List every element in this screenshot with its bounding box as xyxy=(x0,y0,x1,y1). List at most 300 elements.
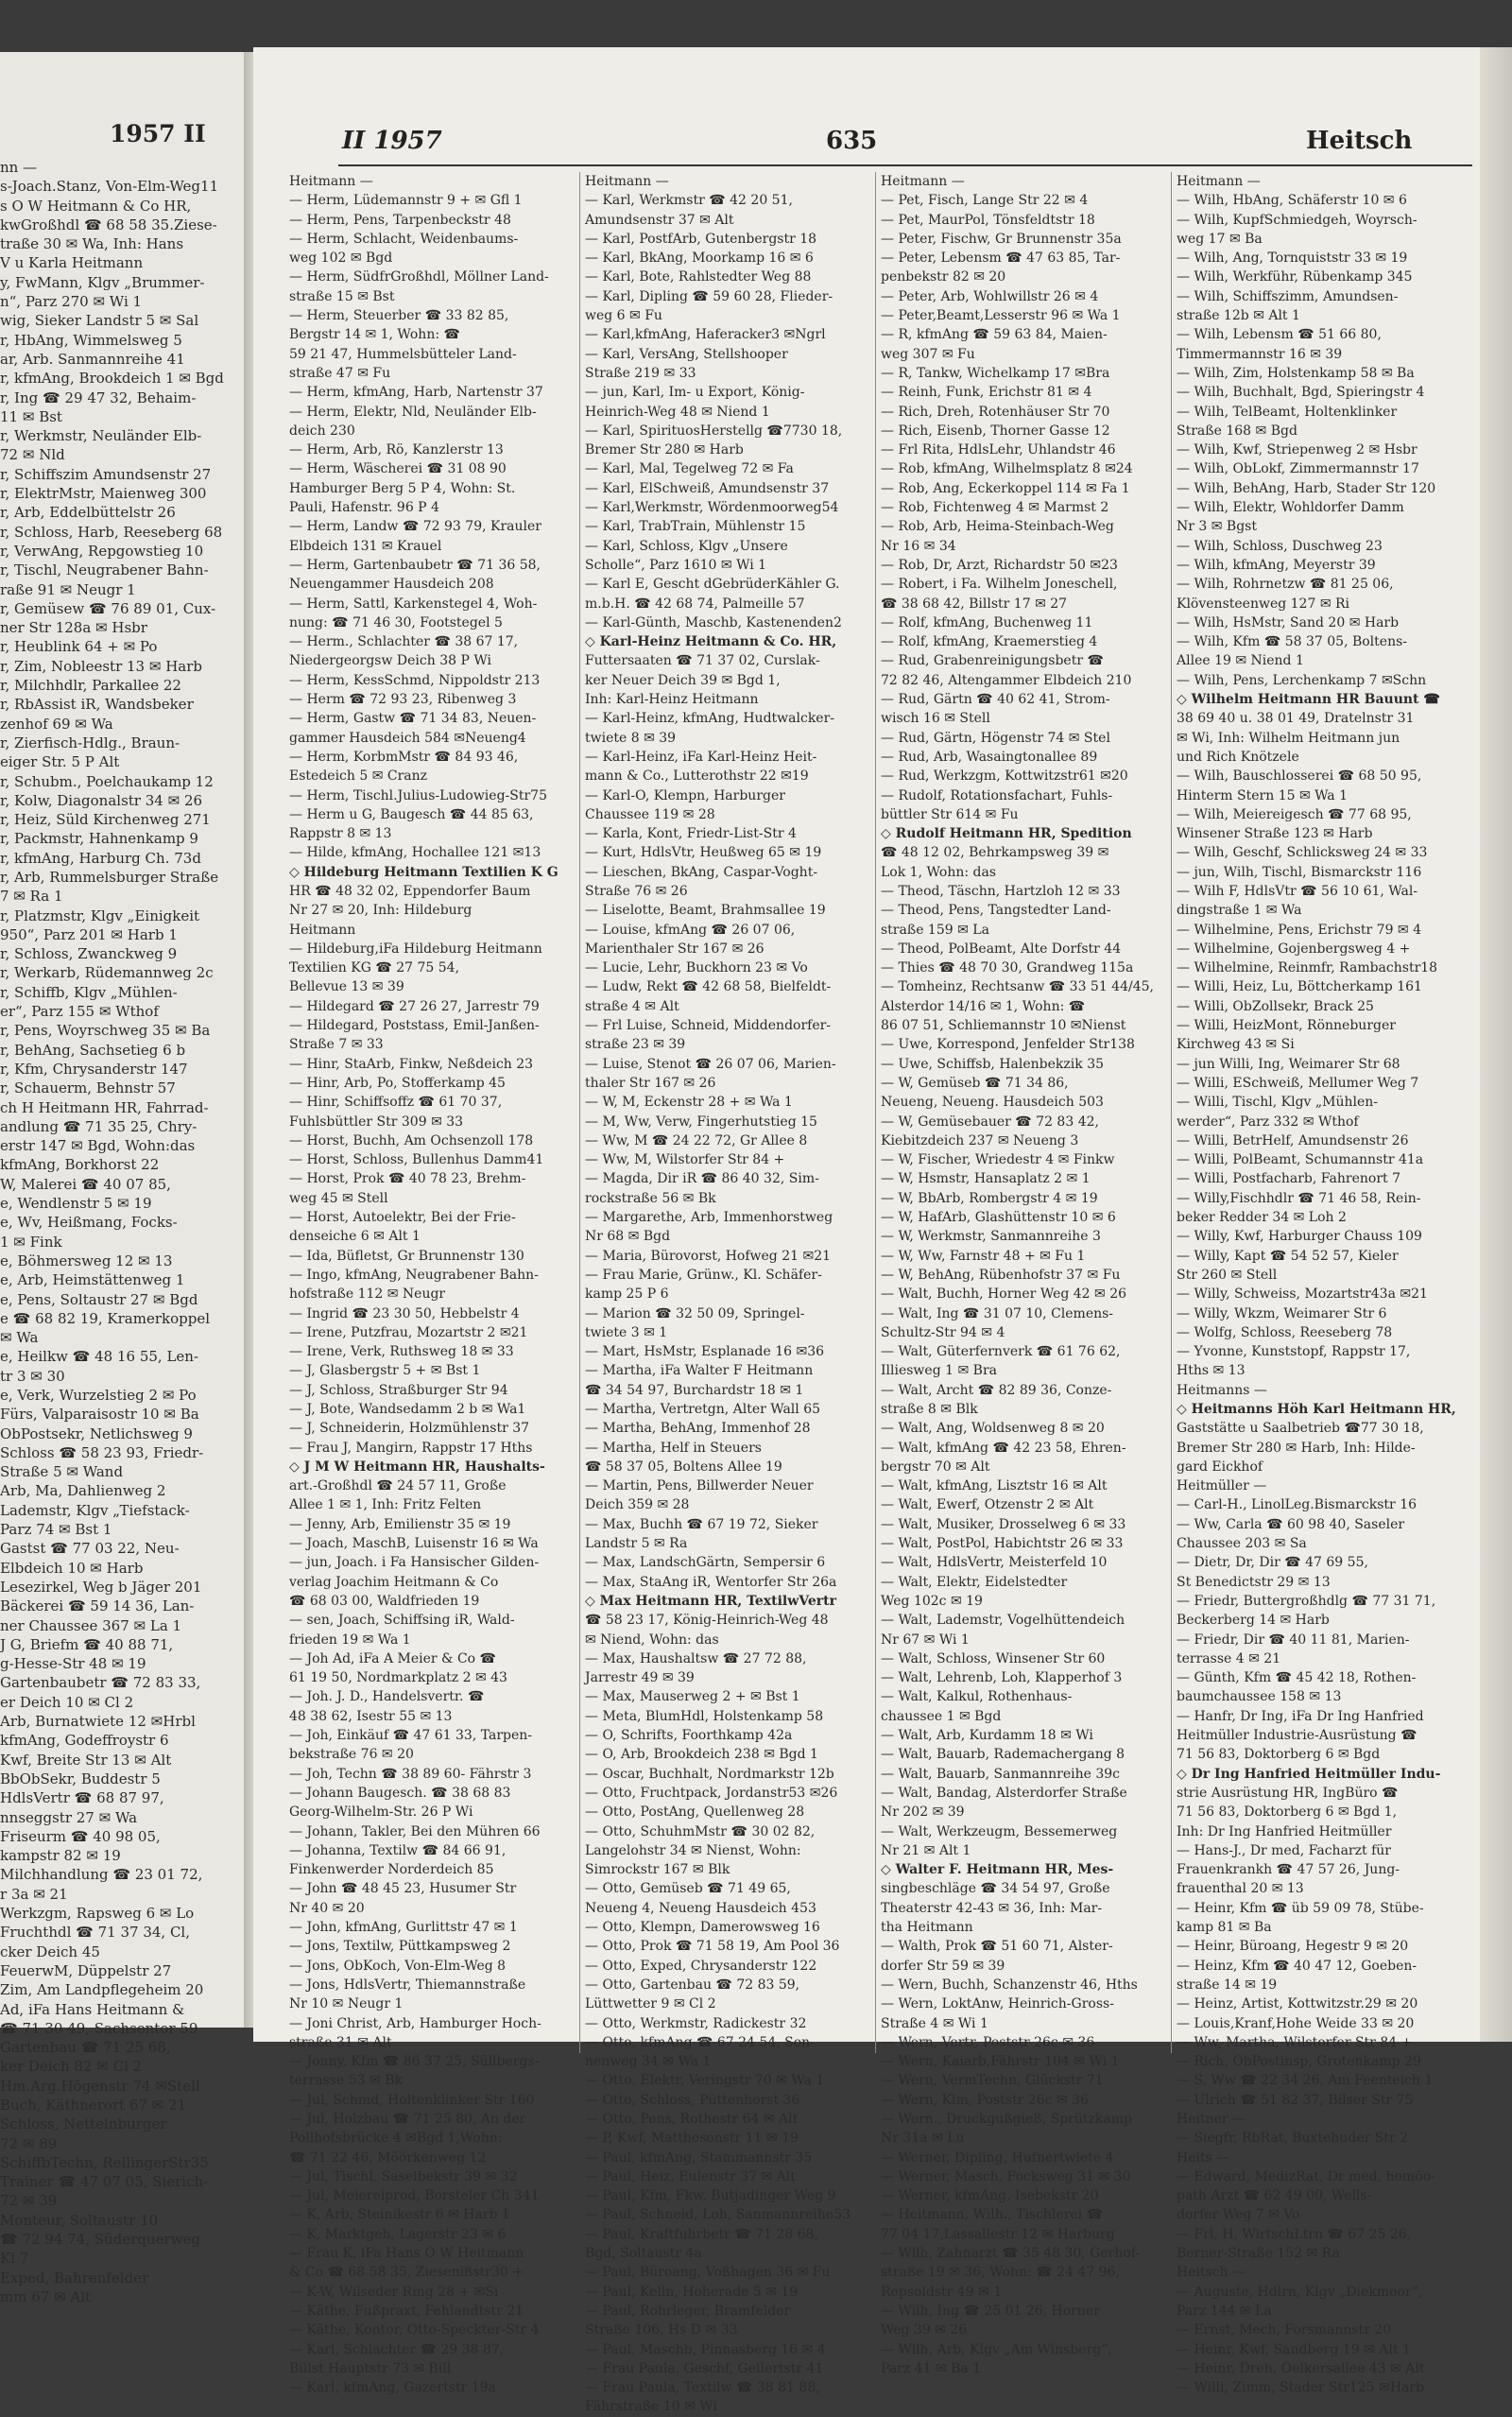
directory-entry-line: — Rich, Dreh, Rotenhäuser Str 70 xyxy=(881,404,1110,420)
left-entry-line: r, Heiz, Süld Kirchenweg 271 xyxy=(0,811,211,829)
directory-entry-line: — Karl, kfmAng, Gazertstr 19a xyxy=(289,2380,496,2396)
directory-entry-line: strie Ausrüstung HR, IngBüro ☎ xyxy=(1177,1785,1399,1801)
directory-entry-line: ☎ 71 22 46, Möörkenweg 12 xyxy=(289,2149,487,2166)
directory-entry-line: — Hinr, Arb, Po, Stofferkamp 45 xyxy=(289,1075,506,1091)
directory-entry-line: — Joni Christ, Arb, Hamburger Hoch- xyxy=(289,2015,541,2031)
left-entry-line: Bäckerei ☎ 59 14 36, Lan- xyxy=(0,1597,195,1615)
directory-entry-line: Bremer Str 280 ✉ Harb, Inh: Hilde- xyxy=(1177,1440,1416,1456)
directory-entry-line: — Hans-J., Dr med, Facharzt für xyxy=(1177,1842,1391,1858)
left-entry-line: 72 ✉ Nld xyxy=(0,446,65,464)
left-entry-line: Elbdeich 10 ✉ Harb xyxy=(0,1559,144,1577)
directory-entry-line: — Heinr, Dreh, Oelkersallee 43 ✉ Alt xyxy=(1177,2360,1425,2376)
directory-entry-line: — Walt, Ewerf, Otzenstr 2 ✉ Alt xyxy=(881,1497,1094,1513)
directory-entry-line: dorfer Weg 7 ✉ Vo xyxy=(1177,2207,1300,2223)
left-entry-line: er“, Parz 155 ✉ Wthof xyxy=(0,1003,159,1021)
page-number: 635 xyxy=(826,127,878,155)
directory-entry-line: — Louis,Kranf,Hohe Weide 33 ✉ 20 xyxy=(1177,2015,1415,2031)
left-entry-line: SchiffbTechn, RellingerStr35 xyxy=(0,2153,209,2171)
left-entry-line: traße 30 ✉ Wa, Inh: Hans xyxy=(0,235,184,253)
left-entry-line: nnseggstr 27 ✉ Wa xyxy=(0,1808,138,1826)
directory-entry-line: Langelohstr 34 ✉ Nienst, Wohn: xyxy=(585,1842,801,1858)
directory-entry-line: — Herm, Schlacht, Weidenbaums- xyxy=(289,231,519,247)
left-entry-line: s-Joach.Stanz, Von-Elm-Weg11 xyxy=(0,178,219,196)
directory-entry-line: — Max, Mauserweg 2 + ✉ Bst 1 xyxy=(585,1689,800,1705)
directory-entry-line: — Frau Marie, Grünw., Kl. Schäfer- xyxy=(585,1267,822,1283)
directory-entry-line: — Wilh, Ang, Tornquiststr 33 ✉ 19 xyxy=(1177,250,1408,267)
directory-entry-line: Niedergeorgsw Deich 38 P Wi xyxy=(289,653,491,669)
left-entry-line: Lademstr, Klgv „Tiefstack- xyxy=(0,1501,190,1519)
left-entry-line: Schloss ☎ 58 23 93, Friedr- xyxy=(0,1443,204,1461)
directory-entry-line: Nr 68 ✉ Bgd xyxy=(585,1229,671,1245)
directory-entry-line: — K, Marktgeh, Lagerstr 23 ✉ 6 xyxy=(289,2226,507,2242)
directory-entry-line: — Hildegard, Poststass, Emil-Janßen- xyxy=(289,1018,540,1034)
directory-entry-line: — Robert, i Fa. Wilhelm Joneschell, xyxy=(881,577,1118,593)
left-entry-line: ar, Arb. Sanmannreihe 41 xyxy=(0,350,185,368)
directory-entry-line: Bremer Str 280 ✉ Harb xyxy=(585,442,744,458)
directory-entry-line: Alsterdor 14/16 ✉ 1, Wohn: ☎ xyxy=(881,998,1086,1014)
surname-heading: Heitmann — xyxy=(1177,174,1261,189)
directory-entry-line: — Herm, Steuerber ☎ 33 82 85, xyxy=(289,308,509,324)
directory-entry-line: ◇ Rudolf Heitmann HR, Spedition xyxy=(881,826,1132,842)
left-entry-line: Exped, Bahrenfelder xyxy=(0,2269,149,2287)
directory-entry-line: — Hinr, Schiffsoffz ☎ 61 70 37, xyxy=(289,1095,503,1111)
directory-entry-line: Allee 1 ✉ 1, Inh: Fritz Felten xyxy=(289,1497,482,1513)
directory-entry-line: deich 230 xyxy=(289,423,355,439)
directory-entry-line: — Karl,kfmAng, Haferacker3 ✉Ngrl xyxy=(585,327,826,343)
directory-entry-line: hofstraße 112 ✉ Neugr xyxy=(289,1286,446,1303)
left-entry-line: r, VerwAng, Repgowstieg 10 xyxy=(0,542,204,560)
left-entry-line: r, Zim, Nobleestr 13 ✉ Harb xyxy=(0,657,202,675)
directory-entry-line: Hinterm Stern 15 ✉ Wa 1 xyxy=(1177,787,1349,803)
directory-entry-line: St Benedictstr 29 ✉ 13 xyxy=(1177,1574,1331,1590)
directory-column-1 xyxy=(289,172,568,2397)
directory-entry-line: Pauli, Hafenstr. 96 P 4 xyxy=(289,500,439,516)
directory-entry-line: — W, BbArb, Rombergstr 4 ✉ 19 xyxy=(881,1190,1098,1206)
directory-entry-line: — Paul, Maschb, Pinnasberg 16 ✉ 4 xyxy=(585,2341,826,2357)
left-entry-line: e, Wv, Heißmang, Focks- xyxy=(0,1214,178,1232)
directory-entry-line: — Karl, VersAng, Stellshooper xyxy=(585,346,788,362)
directory-entry-line: Amundsenstr 37 ✉ Alt xyxy=(585,212,734,228)
left-entry-line: e, Heilkw ☎ 48 16 55, Len- xyxy=(0,1348,199,1366)
directory-entry-line: — Ww, Carla ☎ 60 98 40, Saseler xyxy=(1177,1516,1405,1532)
directory-entry-line: Pollhofsbrücke 4 ✉Bgd 1,Wohn: xyxy=(289,2131,503,2147)
directory-entry-line: — jun, Wilh, Tischl, Bismarckstr 116 xyxy=(1177,864,1422,880)
directory-entry-line: Nr 10 ✉ Neugr 1 xyxy=(289,1996,404,2012)
directory-entry-line: weg 307 ✉ Fu xyxy=(881,346,975,362)
left-entry-line: W, Malerei ☎ 40 07 85, xyxy=(0,1175,171,1193)
left-entry-line: FeuerwM, Düppelstr 27 xyxy=(0,1961,172,1979)
directory-entry-line: — Herm u G, Baugesch ☎ 44 85 63, xyxy=(289,806,534,822)
directory-entry-line: — Walth, Prok ☎ 51 60 71, Alster- xyxy=(881,1939,1113,1955)
left-entry-line: e, Arb, Heimstättenweg 1 xyxy=(0,1271,185,1289)
directory-entry-line: kamp 25 P 6 xyxy=(585,1286,669,1303)
directory-entry-line: — Frau Paula, Textilw ☎ 38 81 88, xyxy=(585,2380,820,2396)
directory-entry-line: — K-W, Wilseder Ring 28 + ✉Si xyxy=(289,2284,499,2300)
directory-entry-line: — Ww, Martha, Wilstorfer Str 84 + xyxy=(1177,2034,1413,2050)
directory-entry-line: Weg 102c ✉ 19 xyxy=(881,1593,983,1609)
directory-entry-line: — Otto, Werkmstr, Radickestr 32 xyxy=(585,2015,807,2031)
directory-entry-line: Neueng 4, Neueng Hausdeich 453 xyxy=(585,1900,816,1916)
directory-entry-line: — jun, Karl, Im- u Export, König- xyxy=(585,385,805,401)
directory-entry-line: frieden 19 ✉ Wa 1 xyxy=(289,1631,411,1648)
directory-entry-line: — Luise, Stenot ☎ 26 07 06, Marien- xyxy=(585,1056,836,1072)
directory-entry-line: thaler Str 167 ✉ 26 xyxy=(585,1075,716,1091)
directory-entry-line: ◇ J M W Heitmann HR, Haushalts- xyxy=(289,1459,545,1475)
directory-entry-line: Georg-Wilhelm-Str. 26 P Wi xyxy=(289,1804,473,1821)
directory-entry-line: mann & Co., Lutterothstr 22 ✉19 xyxy=(585,768,809,785)
directory-entry-line: ✉ Niend, Wohn: das xyxy=(585,1631,719,1648)
directory-entry-line: weg 17 ✉ Ba xyxy=(1177,231,1263,247)
left-entry-line: Werkzgm, Rapsweg 6 ✉ Lo xyxy=(0,1905,195,1923)
directory-entry-line: — Walt, Schloss, Winsener Str 60 xyxy=(881,1650,1106,1666)
book-gutter xyxy=(244,52,253,2028)
directory-entry-line: — W, Gemüsebauer ☎ 72 83 42, xyxy=(881,1114,1099,1130)
directory-entry-line: — Otto, PostAng, Quellenweg 28 xyxy=(585,1804,805,1821)
directory-entry-line: ✉ Wi, Inh: Wilhelm Heitmann jun xyxy=(1177,730,1400,746)
directory-entry-line: — Heinz, Kfm ☎ 40 47 12, Goeben- xyxy=(1177,1958,1418,1974)
left-entry-line: J G, Briefm ☎ 40 88 71, xyxy=(0,1635,174,1653)
directory-entry-line: straße 159 ✉ La xyxy=(881,922,989,938)
surname-heading: Heitmann — xyxy=(289,174,373,189)
directory-entry-line: — Paul, Kfm, Fkw, Butjadinger Weg 9 xyxy=(585,2188,836,2204)
directory-entry-line: Nr 202 ✉ 39 xyxy=(881,1804,965,1821)
directory-entry-line: Straße 7 ✉ 33 xyxy=(289,1037,384,1053)
directory-entry-line: — Walt, Werkzeugm, Bessemerweg xyxy=(881,1823,1118,1839)
directory-entry-line: — Liselotte, Beamt, Brahmsallee 19 xyxy=(585,903,826,919)
left-entry-line: Straße 5 ✉ Wand xyxy=(0,1463,124,1481)
directory-entry-line: Deich 359 ✉ 28 xyxy=(585,1497,690,1513)
directory-entry-line: — Wilh, KupfSchmiedgeh, Woyrsch- xyxy=(1177,212,1418,228)
left-entry-line: ObPostsekr, Netlichsweg 9 xyxy=(0,1424,193,1442)
directory-entry-line: — Wilh, ObLokf, Zimmermannstr 17 xyxy=(1177,461,1419,477)
left-entry-line: Ki 7 xyxy=(0,2250,29,2268)
directory-entry-line: — Karl, Werkmstr ☎ 42 20 51, xyxy=(585,193,793,209)
directory-entry-line: — Rolf, kfmAng, Buchenweg 11 xyxy=(881,614,1093,630)
directory-entry-line: — W, Gemüseb ☎ 71 34 86, xyxy=(881,1075,1069,1091)
directory-entry-line: — Willi, Tischl, Klgv „Mühlen- xyxy=(1177,1095,1379,1111)
left-entry-line: Kwf, Breite Str 13 ✉ Alt xyxy=(0,1751,172,1769)
directory-entry-line: — Wilh F, HdlsVtr ☎ 56 10 61, Wal- xyxy=(1177,883,1418,899)
directory-entry-line: — Willy, Kwf, Harburger Chauss 109 xyxy=(1177,1229,1422,1245)
left-entry-line: Trainer ☎ 47 07 05, Sierich- xyxy=(0,2173,209,2191)
directory-entry-line: — Willy, Schweiss, Mozartstr43a ✉21 xyxy=(1177,1286,1428,1303)
directory-entry-line: — Kurt, HdlsVtr, Heußweg 65 ✉ 19 xyxy=(585,845,822,861)
left-entry-line: e, Böhmersweg 12 ✉ 13 xyxy=(0,1252,173,1269)
directory-entry-line: — Heinz, Artist, Kottwitzstr.29 ✉ 20 xyxy=(1177,1996,1418,2012)
directory-entry-line: — Max, Buchh ☎ 67 19 72, Sieker xyxy=(585,1516,818,1532)
directory-entry-line: — Ida, Büfletst, Gr Brunnenstr 130 xyxy=(289,1248,524,1264)
directory-entry-line: Nr 67 ✉ Wi 1 xyxy=(881,1631,970,1648)
directory-entry-line: — Pet, Fisch, Lange Str 22 ✉ 4 xyxy=(881,193,1089,209)
directory-entry-line: — Herm ☎ 72 93 23, Ribenweg 3 xyxy=(289,692,517,708)
directory-entry-line: Textilien KG ☎ 27 75 54, xyxy=(289,960,460,976)
directory-entry-line: — Jul, Meiereiprod, Borsteler Ch 341 xyxy=(289,2188,540,2204)
directory-entry-line: Theaterstr 42-43 ✉ 36, Inh: Mar- xyxy=(881,1900,1103,1916)
directory-entry-line: 59 21 47, Hummelsbütteler Land- xyxy=(289,346,517,362)
directory-entry-line: Inh: Dr Ing Hanfried Heitmüller xyxy=(1177,1823,1392,1839)
directory-entry-line: — Frau Paula, Geschf, Gellertstr 41 xyxy=(585,2360,824,2376)
left-entry-line: r, Ing ☎ 29 47 32, Behaim- xyxy=(0,388,197,406)
directory-entry-line: bergstr 70 ✉ Alt xyxy=(881,1459,990,1475)
left-entry-line: r, Schloss, Zwanckweg 9 xyxy=(0,945,178,963)
directory-entry-line: — W, HafArb, Glashüttenstr 10 ✉ 6 xyxy=(881,1210,1116,1226)
left-entry-line: r, Arb, Rummelsburger Straße xyxy=(0,868,219,886)
directory-entry-line: — Johann, Takler, Bei den Mühren 66 xyxy=(289,1823,541,1839)
left-entry-line: r, Packmstr, Hahnenkamp 9 xyxy=(0,830,198,848)
directory-entry-line: — Ingo, kfmAng, Neugrabener Bahn- xyxy=(289,1267,539,1283)
directory-entry-line: — Willi, ObZollsekr, Brack 25 xyxy=(1177,998,1374,1014)
directory-entry-line: — Karl,Werkmstr, Wördenmoorweg54 xyxy=(585,500,839,516)
directory-entry-line: — Wilh, Arb, Klgv „Am Winsberg“, xyxy=(881,2341,1112,2357)
left-entry-line: r, kfmAng, Harburg Ch. 73d xyxy=(0,849,201,867)
left-page xyxy=(0,52,244,2305)
directory-entry-line: Allee 19 ✉ Niend 1 xyxy=(1177,653,1304,669)
left-entry-line: r, Schauerm, Behnstr 57 xyxy=(0,1079,176,1097)
left-entry-line: Fruchthdl ☎ 71 37 34, Cl, xyxy=(0,1924,190,1942)
directory-entry-line: ☎ 68 03 00, Waldfrieden 19 xyxy=(289,1593,480,1609)
directory-entry-line: — Wilh, Schiffszimm, Amundsen- xyxy=(1177,288,1399,304)
directory-entry-line: — Uwe, Korrespond, Jenfelder Str138 xyxy=(881,1037,1135,1053)
left-entry-line: r, Gemüsew ☎ 76 89 01, Cux- xyxy=(0,599,216,617)
directory-entry-line: — Wilh, HbAng, Schäferstr 10 ✉ 6 xyxy=(1177,193,1407,209)
directory-entry-line: — J, Bote, Wandsedamm 2 b ✉ Wa1 xyxy=(289,1402,526,1417)
directory-entry-line: — Lucie, Lehr, Buckhorn 23 ✉ Vo xyxy=(585,960,808,976)
left-entry-line: kampstr 82 ✉ 19 xyxy=(0,1847,121,1865)
directory-entry-line: Str 260 ✉ Stell xyxy=(1177,1267,1278,1283)
directory-entry-line: — Wern., Druckgußgieß, Sprützkamp xyxy=(881,2111,1132,2127)
directory-entry-line: — Rob, Ang, Eckerkoppel 114 ✉ Fa 1 xyxy=(881,480,1130,496)
directory-entry-line: Lüttwetter 9 ✉ Cl 2 xyxy=(585,1996,716,2012)
directory-entry-line: weg 6 ✉ Fu xyxy=(585,308,662,324)
directory-entry-line: — Käthe, Kontor, Otto-Speckter-Str 4 xyxy=(289,2322,540,2339)
directory-entry-line: Inh: Karl-Heinz Heitmann xyxy=(585,692,759,708)
directory-entry-line: — Wern, Kaiarb,Fährstr 104 ✉ Wi 1 xyxy=(881,2054,1120,2070)
left-entry-line: andlung ☎ 71 35 25, Chry- xyxy=(0,1117,198,1135)
directory-entry-line: — Willi, Zimm, Stader Str125 ✉Harb xyxy=(1177,2380,1425,2396)
directory-entry-line: 86 07 51, Schliemannstr 10 ✉Nienst xyxy=(881,1018,1126,1034)
directory-entry-line: — Herm, kfmAng, Harb, Nartenstr 37 xyxy=(289,385,543,401)
directory-entry-line: — Rolf, kfmAng, Kraemerstieg 4 xyxy=(881,634,1098,650)
directory-entry-line: — Karl, SpirituosHerstellg ☎7730 18, xyxy=(585,423,843,439)
left-entry-line: r, Zierfisch-Hdlg., Braun- xyxy=(0,734,180,751)
directory-entry-line: — Wern, Buchh, Schanzenstr 46, Hths xyxy=(881,1977,1138,1993)
directory-entry-line: — Otto, kfmAng ☎ 67 24 54, Son- xyxy=(585,2034,815,2050)
column-divider xyxy=(1171,172,1172,2053)
directory-entry-line: — W, Fischer, Wriedestr 4 ✉ Finkw xyxy=(881,1152,1115,1168)
directory-entry-line: — Jonny, Kfm ☎ 86 37 25, Süllbergs- xyxy=(289,2054,540,2070)
directory-entry-line: straße 15 ✉ Bst xyxy=(289,288,395,304)
directory-entry-line: — Wilhelmine, Pens, Erichstr 79 ✉ 4 xyxy=(1177,922,1422,938)
directory-entry-line: — Uwe, Schiffsb, Halenbekzik 35 xyxy=(881,1056,1105,1072)
directory-entry-line: — Heinr, Kfm ☎ üb 59 09 78, Stübe- xyxy=(1177,1900,1424,1916)
left-entry-line: zenhof 69 ✉ Wa xyxy=(0,715,113,733)
directory-entry-line: — Karl, PostfArb, Gutenbergstr 18 xyxy=(585,231,817,247)
directory-entry-line: — Wilh, Kwf, Striepenweg 2 ✉ Hsbr xyxy=(1177,442,1418,458)
directory-entry-line: — Jul, Tischl, Saselbekstr 39 ✉ 32 xyxy=(289,2168,518,2184)
directory-entry-line: ☎ 58 23 17, König-Heinrich-Weg 48 xyxy=(585,1613,829,1629)
directory-entry-line: — Herm, KessSchmd, Nippoldstr 213 xyxy=(289,672,541,688)
directory-entry-line: Chaussee 119 ✉ 28 xyxy=(585,806,715,822)
directory-entry-line: — Frl Rita, HdlsLehr, Uhlandstr 46 xyxy=(881,442,1116,458)
directory-entry-line: Nr 27 ✉ 20, Inh: Hildeburg xyxy=(289,903,472,919)
directory-entry-line: — J, Schloss, Straßburger Str 94 xyxy=(289,1382,508,1398)
directory-entry-line: — Heinr, Büroang, Hegestr 9 ✉ 20 xyxy=(1177,1939,1409,1955)
directory-entry-line: — Joh, Techn ☎ 38 89 60- Fährstr 3 xyxy=(289,1766,532,1782)
left-entry-line: BbObSekr, Buddestr 5 xyxy=(0,1770,161,1787)
directory-entry-line: — Friedr, Buttergroßhdlg ☎ 77 31 71, xyxy=(1177,1593,1436,1609)
directory-entry-line: singbeschläge ☎ 34 54 97, Große xyxy=(881,1881,1110,1897)
left-entry-line: r, Werkarb, Rüdemannweg 2c xyxy=(0,964,214,982)
left-entry-line: 11 ✉ Bst xyxy=(0,407,62,425)
directory-entry-line: Straße 168 ✉ Bgd xyxy=(1177,423,1297,439)
left-entry-line: r, kfmAng, Brookdeich 1 ✉ Bgd xyxy=(0,370,224,388)
directory-entry-line: — Karl E, Gescht dGebrüderKähler G. xyxy=(585,577,840,593)
directory-entry-line: — Herm, KorbmMstr ☎ 84 93 46, xyxy=(289,749,519,765)
directory-entry-line: — Otto, SchuhmMstr ☎ 30 02 82, xyxy=(585,1823,816,1839)
directory-entry-line: — Peter, Lebensm ☎ 47 63 85, Tar- xyxy=(881,250,1121,267)
directory-entry-line: wisch 16 ✉ Stell xyxy=(881,711,990,727)
directory-entry-line: twiete 3 ✉ 1 xyxy=(585,1324,668,1340)
directory-entry-line: ◇ Karl-Heinz Heitmann & Co. HR, xyxy=(585,634,837,650)
directory-entry-line: — Walt, Musiker, Drosselweg 6 ✉ 33 xyxy=(881,1516,1126,1532)
directory-entry-line: — Jons, HdlsVertr, Thiemannstraße xyxy=(289,1977,526,1993)
directory-entry-line: — Otto, Schloss, Püttenhorst 36 xyxy=(585,2092,800,2108)
directory-entry-line: — Walt, Archt ☎ 82 89 36, Conze- xyxy=(881,1382,1112,1398)
directory-entry-line: — Martha, BehAng, Immenhof 28 xyxy=(585,1421,811,1437)
directory-entry-line: — Walt, Lehrenb, Loh, Klapperhof 3 xyxy=(881,1670,1123,1686)
directory-entry-line: terrasse 4 ✉ 21 xyxy=(1177,1650,1281,1666)
directory-entry-line: — Wilh, Zim, Holstenkamp 58 ✉ Ba xyxy=(1177,365,1415,381)
directory-entry-line: — John ☎ 48 45 23, Husumer Str xyxy=(289,1881,517,1897)
directory-column-4 xyxy=(1177,172,1455,2397)
left-entry-line: 72 ✉ 39 xyxy=(0,2192,58,2210)
directory-entry-line: — Walt, Arb, Kurdamm 18 ✉ Wi xyxy=(881,1728,1093,1744)
directory-entry-line: — Siegfr, RbRat, Buxtehuder Str 2 xyxy=(1177,2131,1409,2147)
left-entry-line: Hm.Arg.Högenstr 74 ✉Stell xyxy=(0,2077,200,2095)
directory-entry-line: — Hilde, kfmAng, Hochallee 121 ✉13 xyxy=(289,845,541,861)
directory-entry-line: — W, BehAng, Rübenhofstr 37 ✉ Fu xyxy=(881,1267,1121,1283)
directory-entry-line: — Herm, Pens, Tarpenbeckstr 48 xyxy=(289,212,511,228)
surname-heading: Heitmanns — xyxy=(1177,1382,1267,1398)
directory-entry-line: Scholle“, Parz 1610 ✉ Wi 1 xyxy=(585,557,767,573)
directory-entry-line: Finkenwerder Norderdeich 85 xyxy=(289,1862,494,1878)
directory-entry-line: — Ernst, Mech, Forsmannstr 20 xyxy=(1177,2322,1392,2339)
directory-entry-line: verlag Joachim Heitmann & Co xyxy=(289,1574,499,1590)
directory-entry-line: — Herm, Arb, Rö, Kanzlerstr 13 xyxy=(289,442,504,458)
directory-entry-line: rockstraße 56 ✉ Bk xyxy=(585,1190,716,1206)
directory-entry-line: Lok 1, Wohn: das xyxy=(881,864,997,880)
directory-entry-line: — Willi, PolBeamt, Schumannstr 41a xyxy=(1177,1152,1424,1168)
directory-entry-line: — Otto, Klempn, Damerowsweg 16 xyxy=(585,1920,820,1936)
directory-entry-line: — Willi, Postfacharb, Fahrenort 7 xyxy=(1177,1171,1401,1187)
directory-entry-line: — Hanfr, Dr Ing, iFa Dr Ing Hanfried xyxy=(1177,1708,1424,1724)
left-entry-line: r, ElektrMstr, Maienweg 300 xyxy=(0,485,207,503)
left-entry-line: ker Deich 82 ✉ Cl 2 xyxy=(0,2058,143,2076)
directory-entry-line: — Karl, Dipling ☎ 59 60 28, Flieder- xyxy=(585,288,833,304)
directory-entry-line: — R, Tankw, Wichelkamp 17 ✉Bra xyxy=(881,365,1110,381)
page-header-left: II 1957 xyxy=(342,127,442,155)
left-entry-line: r, Schloss, Harb, Reeseberg 68 xyxy=(0,523,223,541)
left-entry-line: r, HbAng, Wimmelsweg 5 xyxy=(0,331,182,349)
directory-entry-line: — Willy,Fischhdlr ☎ 71 46 58, Rein- xyxy=(1177,1190,1421,1206)
left-entry-line: Ad, iFa Hans Heitmann & xyxy=(0,2000,185,2018)
page-header xyxy=(253,127,1472,161)
directory-entry-line: ◇ Max Heitmann HR, TextilwVertr xyxy=(585,1593,836,1609)
directory-entry-line: — Jul, Holzbau ☎ 71 25 80, An der xyxy=(289,2111,526,2127)
left-entry-line: e ☎ 68 82 19, Kramerkoppel xyxy=(0,1309,211,1327)
directory-entry-line: — W, Ww, Farnstr 48 + ✉ Fu 1 xyxy=(881,1248,1086,1264)
directory-entry-line: — Walt, kfmAng, Lisztstr 16 ✉ Alt xyxy=(881,1478,1108,1494)
directory-entry-line: Nr 3 ✉ Bgst xyxy=(1177,519,1257,535)
directory-entry-line: — Otto, Gemüseb ☎ 71 49 65, xyxy=(585,1881,791,1897)
directory-entry-line: Parz 41 ✉ Ba 1 xyxy=(881,2360,982,2376)
directory-entry-line: Nr 21 ✉ Alt 1 xyxy=(881,1842,971,1858)
right-page xyxy=(253,47,1512,2415)
directory-entry-line: — Herm, Gastw ☎ 71 34 83, Neuen- xyxy=(289,711,537,727)
left-entry-line: 72 ✉ 89 xyxy=(0,2134,58,2152)
left-entry-line: kfmAng, Godeffroystr 6 xyxy=(0,1732,169,1750)
left-entry-line: ☎ 71 30 49, Sachsentor 59 xyxy=(0,2019,198,2037)
directory-entry-line: — Käthe, Fußpraxt, Fehlandtstr 21 xyxy=(289,2303,524,2319)
left-entry-line: r, Schiffb, Klgv „Mühlen- xyxy=(0,983,178,1001)
directory-entry-line: nung: ☎ 71 46 30, Footstegel 5 xyxy=(289,614,503,630)
directory-entry-line: — Willy, Wkzm, Weimarer Str 6 xyxy=(1177,1305,1387,1321)
directory-entry-line: 77 04 17,Lassallestr 12 ✉ Harburg xyxy=(881,2226,1115,2242)
header-rule xyxy=(338,164,1472,166)
directory-entry-line: — Karl-O, Klempn, Harburger xyxy=(585,787,785,803)
directory-entry-line: — Carl-H., LinolLeg.Bismarckstr 16 xyxy=(1177,1497,1418,1513)
directory-entry-line: — Herm, Wäscherei ☎ 31 08 90 xyxy=(289,461,507,477)
left-entry-line: y, FwMann, Klgv „Brummer- xyxy=(0,273,205,291)
left-entry-line: e, Pens, Soltaustr 27 ✉ Bgd xyxy=(0,1290,198,1308)
directory-entry-line: — Willi, HeizMont, Rönneburger xyxy=(1177,1018,1396,1034)
directory-entry-line: — Ww, M ☎ 24 22 72, Gr Allee 8 xyxy=(585,1132,808,1148)
directory-entry-line: — Ulrich ☎ 51 82 37, Bilser Str 75 xyxy=(1177,2092,1414,2108)
left-page-entries xyxy=(0,158,244,2306)
directory-entry-line: — Jenny, Arb, Emilienstr 35 ✉ 19 xyxy=(289,1516,511,1532)
directory-entry-line: Chaussee 203 ✉ Sa xyxy=(1177,1536,1307,1552)
directory-entry-line: — J, Schneiderin, Holzmühlenstr 37 xyxy=(289,1421,530,1437)
directory-entry-line: — Wilh, Lebensm ☎ 51 66 80, xyxy=(1177,327,1382,343)
directory-entry-line: Nr 16 ✉ 34 xyxy=(881,538,956,554)
directory-entry-line: — Wilhelmine, Reinmfr, Rambachstr18 xyxy=(1177,960,1438,976)
directory-entry-line: — Horst, Schloss, Bullenhus Damm41 xyxy=(289,1152,544,1168)
directory-entry-line: Bellevue 13 ✉ 39 xyxy=(289,979,404,995)
directory-entry-line: — Martha, Vertretgn, Alter Wall 65 xyxy=(585,1402,821,1417)
directory-entry-line: — J, Glasbergstr 5 + ✉ Bst 1 xyxy=(289,1363,481,1379)
directory-entry-line: Beckerberg 14 ✉ Harb xyxy=(1177,1613,1330,1629)
directory-entry-line: — Lieschen, BkAng, Caspar-Voght- xyxy=(585,864,818,880)
directory-entry-line: — Wilh, kfmAng, Meyerstr 39 xyxy=(1177,557,1376,573)
directory-entry-line: kamp 81 ✉ Ba xyxy=(1177,1920,1272,1936)
directory-entry-line: — Otto, Elektr, Veringstr 70 ✉ Wa 1 xyxy=(585,2073,825,2089)
directory-entry-line: — Otto, Prok ☎ 71 58 19, Am Pool 36 xyxy=(585,1939,840,1955)
directory-entry-line: Fuhlsbüttler Str 309 ✉ 33 xyxy=(289,1114,464,1130)
directory-entry-line: Estedeich 5 ✉ Cranz xyxy=(289,768,428,785)
left-entry-line: r, BehAng, Sachsetieg 6 b xyxy=(0,1041,186,1059)
directory-entry-line: straße 8 ✉ Blk xyxy=(881,1402,978,1417)
directory-entry-line: — Rud, Gärtn, Högenstr 74 ✉ Stel xyxy=(881,730,1110,746)
left-entry-line: Zim, Am Landpflegeheim 20 xyxy=(0,1981,204,1999)
directory-entry-line: — sen, Joach, Schiffsing iR, Wald- xyxy=(289,1613,515,1629)
directory-entry-line: Weg 39 ✉ 26 xyxy=(881,2322,968,2339)
directory-entry-line: Kiebitzdeich 237 ✉ Neueng 3 xyxy=(881,1132,1079,1148)
directory-entry-line: Heitmann xyxy=(289,922,356,938)
directory-entry-line: Frauenkrankh ☎ 47 57 26, Jung- xyxy=(1177,1862,1400,1878)
directory-entry-line: straße 19 ✉ 36, Wohn: ☎ 24 47 96, xyxy=(881,2265,1120,2281)
directory-entry-line: Rappstr 8 ✉ 13 xyxy=(289,826,392,842)
directory-entry-line: — Paul, Kelln, Hoherade 5 ✉ 19 xyxy=(585,2284,799,2300)
